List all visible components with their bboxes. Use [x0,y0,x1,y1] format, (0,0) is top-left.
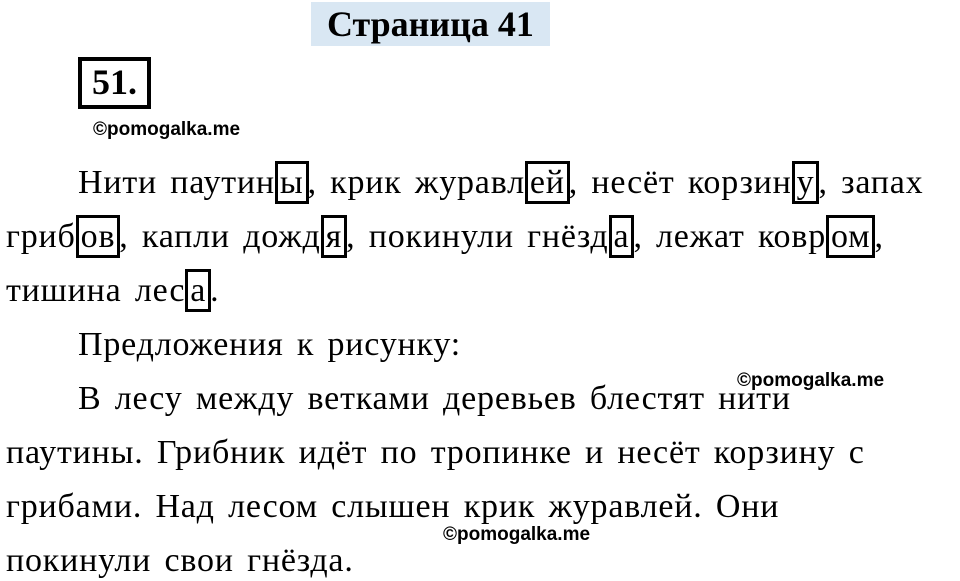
text-segment: покинули свои гнёзда. [6,542,354,579]
text-segment: тишина лес [6,272,186,309]
text-segment: , покинули гнёзд [346,218,609,255]
watermark: ©pomogalka.me [737,370,885,391]
text-segment: , крик журавл [307,164,525,201]
text-segment: паутины. Грибник идёт по тропинке и несёт корзину с [6,434,865,471]
watermark: ©pomogalka.me [443,524,591,545]
text-segment: Нити паутин [78,164,275,201]
boxed-ending: а [609,215,635,258]
boxed-ending: а [185,269,211,312]
exercise-number: 51. [92,62,137,102]
text-line [6,318,956,372]
text-segment: , лежат ковр [633,218,827,255]
exercise-number-box [78,57,151,109]
boxed-ending: ов [76,215,121,258]
watermark: ©pomogalka.me [93,119,241,140]
text-segment: гриб [6,218,76,255]
text-segment: . [210,272,220,309]
boxed-ending: ы [275,161,309,204]
text-line [6,156,956,210]
text-segment: , запах [818,164,924,201]
text-line [6,210,956,264]
text-segment: В лесу между ветками деревьев блестят нити [78,380,791,417]
text-line [6,426,956,480]
exercise-answer-text [6,156,956,581]
text-segment: , [874,218,884,255]
text-segment: грибами. Над лесом слышен крик журавлей. Они [6,488,780,525]
boxed-ending: у [792,161,820,204]
text-segment: Предложения к рисунку: [78,326,461,363]
page-title: Страница 41 [311,2,550,46]
boxed-ending: я [321,215,347,258]
boxed-ending: ей [525,161,570,204]
boxed-ending: ом [826,215,875,258]
text-line [6,264,956,318]
text-segment: , несёт корзин [568,164,792,201]
text-segment: , капли дожд [119,218,321,255]
